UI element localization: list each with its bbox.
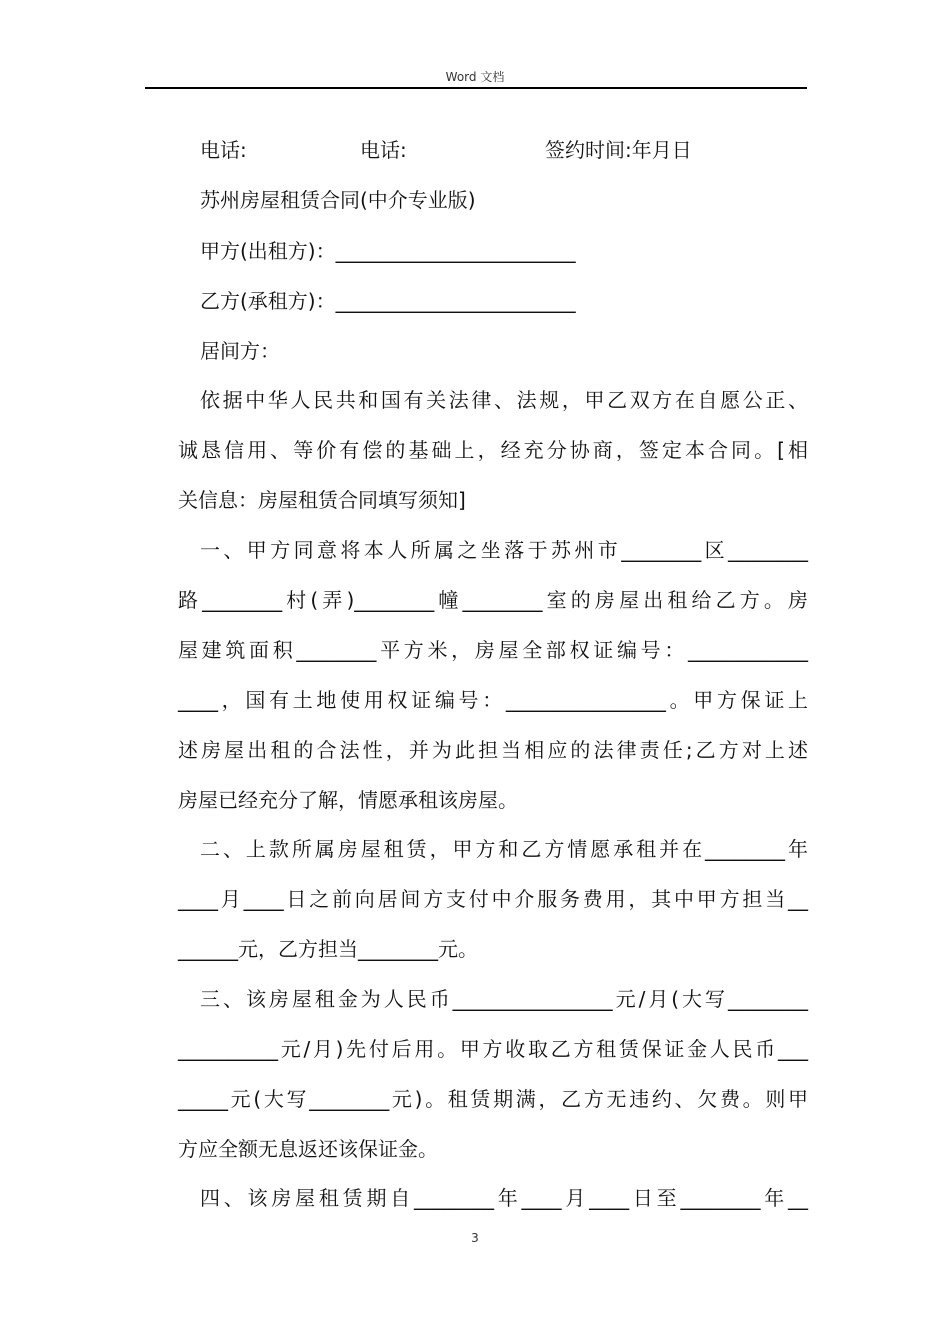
signature-row xyxy=(200,136,760,164)
clause-1-line: ____，国有土地使用权证编号：________________。甲方保证上 xyxy=(178,688,808,712)
phone-label-b: 电话: xyxy=(360,138,407,162)
clause-3-line: 方应全额无息返还该保证金。 xyxy=(178,1137,438,1161)
preamble-line: 关信息：房屋租赁合同填写须知] xyxy=(178,488,466,512)
header-divider xyxy=(145,87,807,89)
clause-4-line: 四、该房屋租赁期自________年____月____日至________年__ xyxy=(200,1186,808,1210)
clause-1-line: 一、甲方同意将本人所属之坐落于苏州市________区________ xyxy=(200,538,808,562)
clause-1-line: 路________村(弄)________幢________室的房屋出租给乙方。房 xyxy=(178,588,808,612)
preamble-line: 依据中华人民共和国有关法律、法规，甲乙双方在自愿公正、 xyxy=(200,388,808,412)
party-b-line: 乙方(承租方)：________________________ xyxy=(200,289,576,313)
clause-3-line: 三、该房屋租金为人民币________________元/月(大写________ xyxy=(200,987,808,1011)
page-header: Word 文档 xyxy=(445,70,505,84)
preamble-line: 诚恳信用、等价有偿的基础上，经充分协商，签定本合同。[相 xyxy=(178,438,808,462)
clause-1-line: 房屋已经充分了解，情愿承租该房屋。 xyxy=(178,788,518,812)
clause-2-line: ______元，乙方担当________元。 xyxy=(178,937,478,961)
clause-1-line: 屋建筑面积________平方米，房屋全部权证编号：____________ xyxy=(178,638,808,662)
clause-1-line: 述房屋出租的合法性，并为此担当相应的法律责任;乙方对上述 xyxy=(178,738,808,762)
clause-2-line: ____月____日之前向居间方支付中介服务费用，其中甲方担当__ xyxy=(178,887,808,911)
page-number: 3 xyxy=(471,1231,479,1245)
clause-3-line: __________元/月)先付后用。甲方收取乙方租赁保证金人民币___ xyxy=(178,1037,808,1061)
contract-title: 苏州房屋租赁合同(中介专业版) xyxy=(200,188,476,212)
clause-2-line: 二、上款所属房屋租赁，甲方和乙方情愿承租并在________年 xyxy=(200,837,808,861)
phone-label-a: 电话: xyxy=(200,138,247,162)
signing-time-label: 签约时间:年月日 xyxy=(545,138,692,162)
intermediary-line: 居间方： xyxy=(200,339,280,363)
party-a-line: 甲方(出租方)：________________________ xyxy=(200,239,576,263)
clause-3-line: _____元(大写________元)。租赁期满，乙方无违约、欠费。则甲 xyxy=(178,1087,808,1111)
